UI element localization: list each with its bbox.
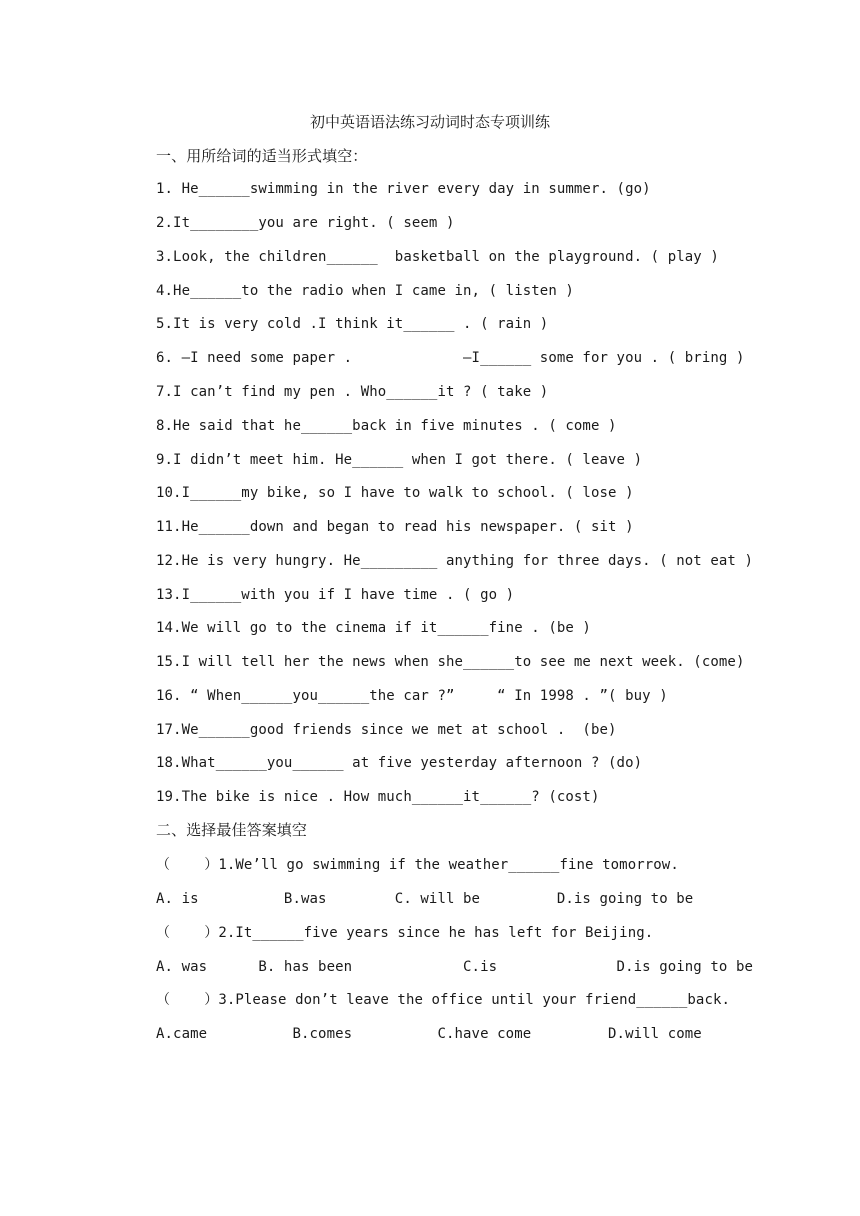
exercise-item-7: 7.I can’t find my pen . Who______it ? ( take ) — [156, 384, 549, 400]
exercise-item-18: 18.What______you______ at five yesterday afternoon ? (do) — [156, 755, 643, 771]
choice-question-2: （ ）2.It______five years since he has left for Beijing. — [156, 925, 654, 941]
exercise-item-1: 1. He______swimming in the river every day in summer. (go) — [156, 181, 651, 197]
choice-question-3: （ ）3.Please don’t leave the office until your friend______back. — [156, 992, 731, 1008]
exercise-item-11: 11.He______down and began to read his newspaper. ( sit ) — [156, 519, 634, 535]
exercise-item-9: 9.I didn’t meet him. He______ when I got there. ( leave ) — [156, 452, 643, 468]
section-1-heading: 一、用所给词的适当形式填空： — [156, 147, 368, 165]
exercise-item-14: 14.We will go to the cinema if it______fine . (be ) — [156, 620, 591, 636]
exercise-item-15: 15.I will tell her the news when she______to see me next week. (come) — [156, 654, 745, 670]
exercise-item-10: 10.I______my bike, so I have to walk to school. ( lose ) — [156, 485, 634, 501]
exercise-item-6: 6. —I need some paper . —I______ some for you . ( bring ) — [156, 350, 745, 366]
exercise-item-13: 13.I______with you if I have time . ( go ) — [156, 587, 515, 603]
section-2-heading: 二、选择最佳答案填空 — [156, 821, 308, 839]
exercise-item-17: 17.We______good friends since we met at school . (be) — [156, 722, 617, 738]
exercise-item-4: 4.He______to the radio when I came in, ( listen ) — [156, 283, 574, 299]
exercise-item-16: 16. “ When______you______the car ?” “ In 1998 . ”( buy ) — [156, 688, 668, 704]
exercise-item-12: 12.He is very hungry. He_________ anything for three days. ( not eat ) — [156, 553, 754, 569]
exercise-item-2: 2.It________you are right. ( seem ) — [156, 215, 455, 231]
exercise-item-8: 8.He said that he______back in five minutes . ( come ) — [156, 418, 617, 434]
choice-question-1: （ ）1.We’ll go swimming if the weather______fine tomorrow. — [156, 857, 679, 873]
choice-options-2: A. was B. has been C.is D.is going to be — [156, 959, 754, 975]
page-title: 初中英语语法练习动词时态专项训练 — [309, 113, 550, 131]
exercise-item-3: 3.Look, the children______ basketball on the playground. ( play ) — [156, 249, 719, 265]
exercise-item-19: 19.The bike is nice . How much______it______? (cost) — [156, 789, 600, 805]
exercise-item-5: 5.It is very cold .I think it______ . ( rain ) — [156, 316, 549, 332]
choice-options-3: A.came B.comes C.have come D.will come — [156, 1026, 702, 1042]
choice-options-1: A. is B.was C. will be D.is going to be — [156, 891, 694, 907]
